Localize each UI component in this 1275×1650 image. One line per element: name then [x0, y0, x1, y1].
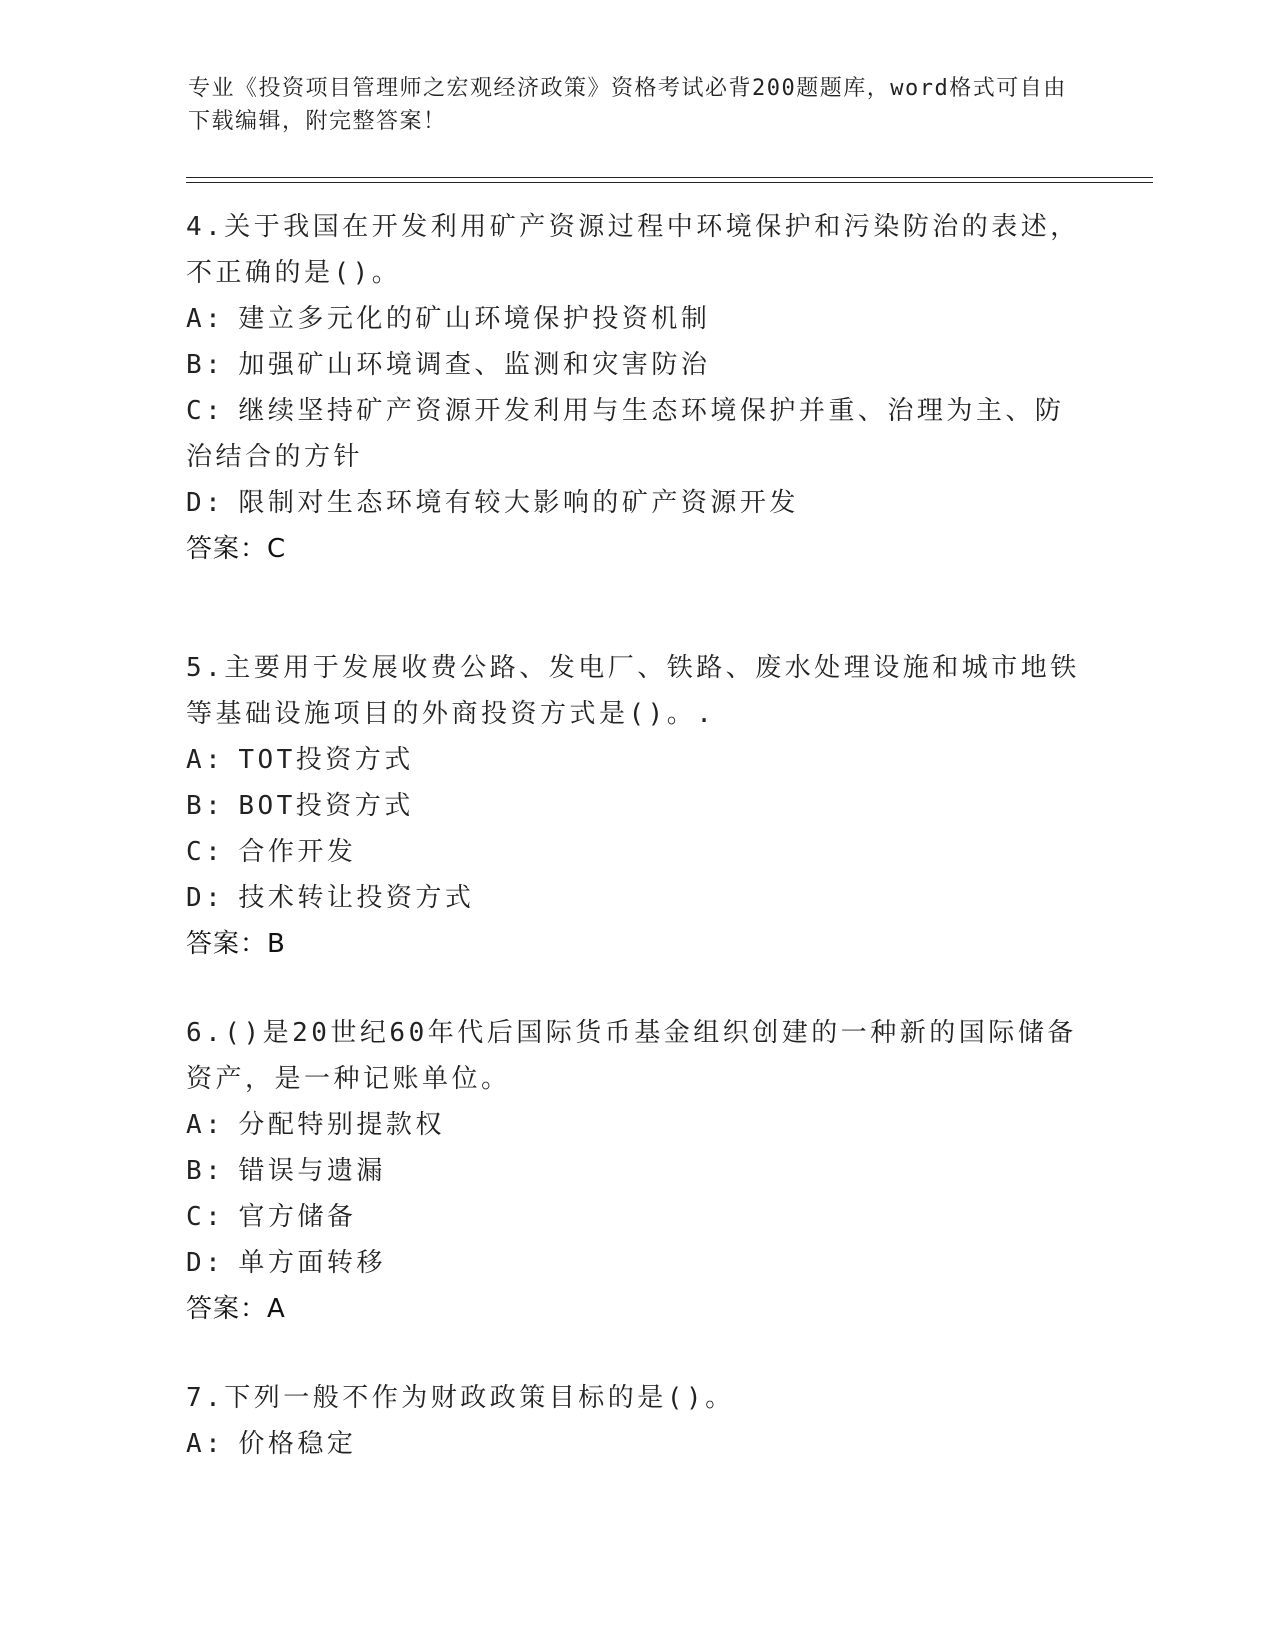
option-d: [186, 480, 1086, 526]
option-text: BOT投资方式: [238, 791, 414, 821]
option-text: TOT投资方式: [238, 745, 414, 775]
option-key: B:: [186, 1156, 225, 1186]
option-text: 合作开发: [238, 837, 357, 867]
answer: 答案：A: [186, 1294, 286, 1324]
question-stem: 7.下列一般不作为财政政策目标的是()。: [186, 1383, 735, 1413]
option-key: D:: [186, 1248, 225, 1278]
option-key: D:: [186, 883, 225, 913]
answer: 答案：B: [186, 929, 286, 959]
option-key: A:: [186, 1110, 225, 1140]
option-c: [186, 388, 1086, 480]
option-d: [186, 875, 1086, 921]
option-key: C:: [186, 396, 225, 426]
option-c: [186, 829, 1086, 875]
option-text: 官方储备: [238, 1202, 357, 1232]
header-divider-top: [186, 177, 1153, 178]
option-text: 单方面转移: [238, 1248, 386, 1278]
option-b: [186, 783, 1086, 829]
option-key: C:: [186, 837, 225, 867]
option-key: A:: [186, 304, 225, 334]
option-a: [186, 1102, 1086, 1148]
option-text: 技术转让投资方式: [238, 883, 475, 913]
question-stem: 4.关于我国在开发利用矿产资源过程中环境保护和污染防治的表述，不正确的是()。: [186, 212, 1080, 288]
question-stem: 6.()是20世纪60年代后国际货币基金组织创建的一种新的国际储备资产，是一种记账单位。: [186, 1018, 1077, 1094]
question-5: [186, 645, 1086, 967]
option-d: [186, 1240, 1086, 1286]
option-key: C:: [186, 1202, 225, 1232]
question-6: [186, 1010, 1086, 1332]
option-text: 错误与遗漏: [238, 1156, 386, 1186]
option-key: B:: [186, 791, 225, 821]
option-text: 继续坚持矿产资源开发利用与生态环境保护并重、治理为主、防治结合的方针: [186, 396, 1065, 472]
document-intro: 专业《投资项目管理师之宏观经济政策》资格考试必背200题题库，word格式可自由下载编辑，附完整答案！: [188, 76, 1067, 134]
question-7: [186, 1375, 1086, 1467]
question-stem: 5.主要用于发展收费公路、发电厂、铁路、废水处理设施和城市地铁等基础设施项目的外商投资方式是()。.: [186, 653, 1080, 729]
option-text: 分配特别提款权: [238, 1110, 445, 1140]
option-a: [186, 296, 1086, 342]
option-key: A:: [186, 1429, 225, 1459]
option-b: [186, 1148, 1086, 1194]
option-a: [186, 737, 1086, 783]
answer: 答案：C: [186, 534, 287, 564]
option-text: 价格稳定: [238, 1429, 357, 1459]
header-divider-bottom: [186, 182, 1153, 183]
option-c: [186, 1194, 1086, 1240]
question-4: [186, 204, 1086, 572]
option-key: A:: [186, 745, 225, 775]
option-key: D:: [186, 488, 225, 518]
option-text: 限制对生态环境有较大影响的矿产资源开发: [238, 488, 799, 518]
option-b: [186, 342, 1086, 388]
option-text: 加强矿山环境调查、监测和灾害防治: [238, 350, 711, 380]
option-a: [186, 1421, 1086, 1467]
option-text: 建立多元化的矿山环境保护投资机制: [238, 304, 711, 334]
option-key: B:: [186, 350, 225, 380]
